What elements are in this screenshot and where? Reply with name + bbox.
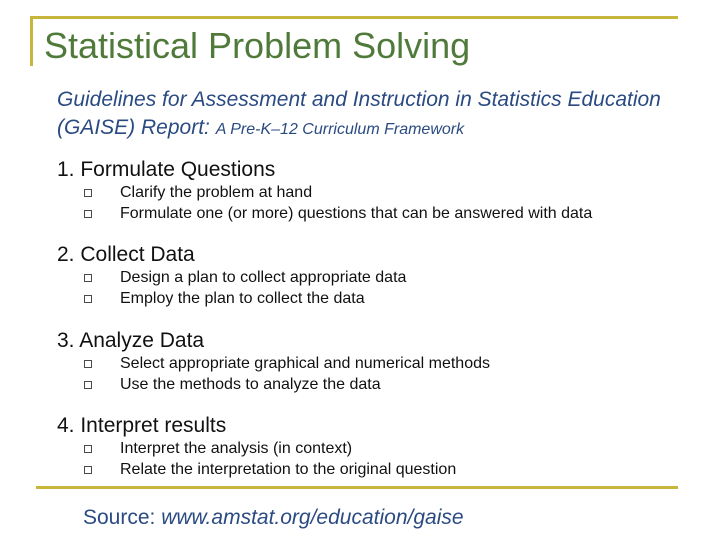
list-item (57, 374, 697, 395)
bottom-accent-rule (36, 486, 678, 489)
section-heading: 2. Collect Data (57, 243, 195, 266)
list-item (57, 459, 697, 480)
top-accent-rule (30, 16, 678, 19)
list-item (57, 182, 697, 203)
list-item (57, 267, 697, 288)
list-item-text: Use the methods to analyze the data (120, 376, 381, 393)
square-bullet-icon (84, 274, 92, 282)
square-bullet-icon (84, 210, 92, 218)
section-collect-data (57, 243, 697, 309)
list-item-text: Design a plan to collect appropriate data (120, 269, 407, 286)
section-heading: 1. Formulate Questions (57, 158, 276, 181)
square-bullet-icon (84, 360, 92, 368)
slide-title: Statistical Problem Solving (44, 25, 471, 66)
section-analyze-data (57, 329, 697, 395)
list-item (57, 438, 697, 459)
subtitle-main: Guidelines for Assessment and Instruction in Statistics Education (GAISE) Report: (57, 88, 661, 139)
list-item-text: Clarify the problem at hand (120, 184, 313, 201)
source-url: www.amstat.org/education/gaise (161, 506, 464, 529)
list-item (57, 203, 697, 224)
source-citation (83, 506, 464, 530)
subtitle-small: A Pre-K–12 Curriculum Framework (215, 121, 465, 138)
section-heading: 3. Analyze Data (57, 329, 205, 352)
section-formulate-questions (57, 158, 697, 224)
list-item-text: Select appropriate graphical and numerical methods (120, 355, 490, 372)
list-item (57, 353, 697, 374)
list-item-text: Relate the interpretation to the original question (120, 461, 457, 478)
list-item-text: Formulate one (or more) questions that can be answered with data (120, 205, 593, 222)
list-item (57, 288, 697, 309)
list-item-text: Interpret the analysis (in context) (120, 440, 353, 457)
square-bullet-icon (84, 445, 92, 453)
source-label: Source: (83, 506, 156, 529)
section-heading: 4. Interpret results (57, 414, 227, 437)
left-accent-rule (30, 16, 33, 66)
square-bullet-icon (84, 189, 92, 197)
square-bullet-icon (84, 295, 92, 303)
square-bullet-icon (84, 466, 92, 474)
slide-subtitle (57, 86, 687, 144)
section-interpret-results (57, 414, 697, 480)
square-bullet-icon (84, 381, 92, 389)
list-item-text: Employ the plan to collect the data (120, 290, 365, 307)
